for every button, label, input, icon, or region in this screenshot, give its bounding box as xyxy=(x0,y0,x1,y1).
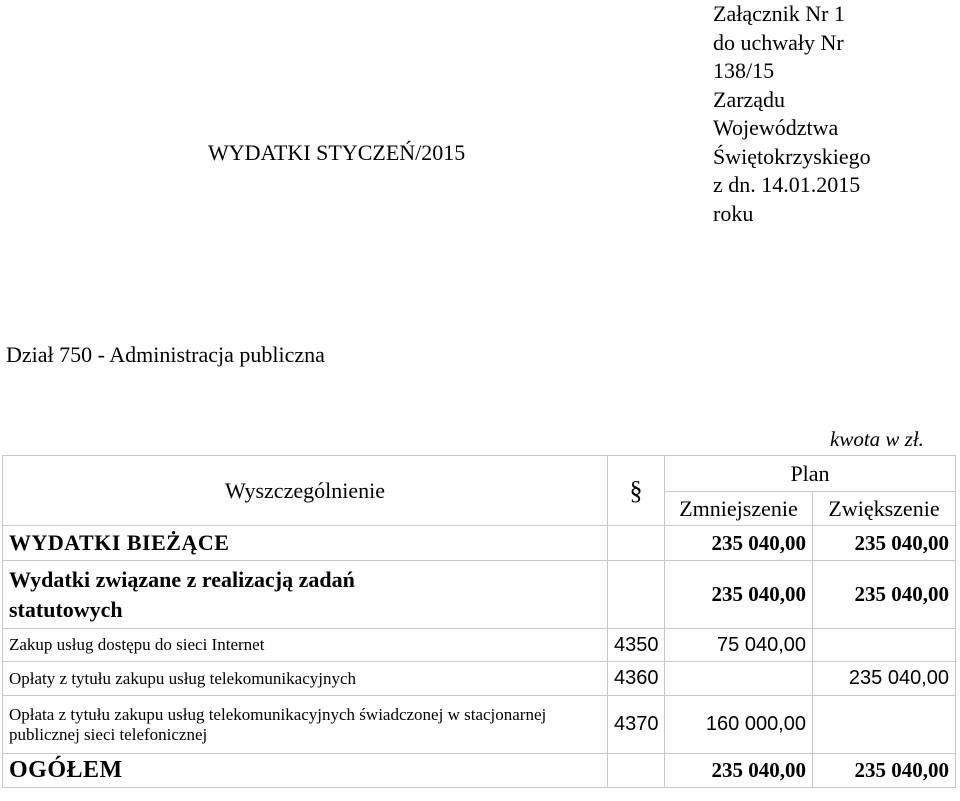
total-row xyxy=(3,754,956,788)
row-increase: 235 040,00 xyxy=(813,662,956,696)
current-expenses-increase: 235 040,00 xyxy=(813,526,956,561)
row-label-text: Opłata z tytułu zakupu usług telekomunikacyjnych świadczonej w stacjonarnej publicznej sieci telefonicznej xyxy=(9,704,547,744)
row-code: 4370 xyxy=(608,696,665,754)
row-decrease: 160 000,00 xyxy=(665,696,813,754)
statutory-label xyxy=(3,561,608,629)
annex-line: Świętokrzyskiego xyxy=(713,143,871,169)
table-header-row xyxy=(3,456,956,492)
statutory-label-text: Wydatki związane z realizacją zadań statutowych xyxy=(9,566,355,622)
table-row xyxy=(3,696,956,754)
statutory-increase: 235 040,00 xyxy=(813,561,956,629)
header-increase: Zwiększenie xyxy=(813,492,956,526)
current-expenses-decrease: 235 040,00 xyxy=(665,526,813,561)
annex-line: roku xyxy=(713,200,754,226)
annex-line: z dn. 14.01.2015 xyxy=(713,172,861,197)
total-increase: 235 040,00 xyxy=(813,754,956,788)
row-label: Zakup usług dostępu do sieci Internet xyxy=(3,629,608,662)
unit-note: kwota w zł. xyxy=(830,427,924,451)
row-decrease: 75 040,00 xyxy=(665,629,813,662)
annex-line: Załącznik Nr 1 xyxy=(713,1,845,26)
total-code xyxy=(608,754,665,788)
statutory-row xyxy=(3,561,956,629)
statutory-code xyxy=(608,561,665,629)
total-decrease: 235 040,00 xyxy=(665,754,813,788)
current-expenses-label: WYDATKI BIEŻĄCE xyxy=(3,526,608,561)
table-row xyxy=(3,629,956,662)
header-paragraph-symbol: § xyxy=(608,456,665,526)
row-increase xyxy=(813,629,956,662)
row-label: Opłaty z tytułu zakupu usług telekomunikacyjnych xyxy=(3,662,608,696)
statutory-decrease: 235 040,00 xyxy=(665,561,813,629)
header-description: Wyszczególnienie xyxy=(3,456,608,526)
header-plan: Plan xyxy=(665,456,956,492)
total-label: OGÓŁEM xyxy=(3,754,608,788)
current-expenses-code xyxy=(608,526,665,561)
header-decrease: Zmniejszenie xyxy=(665,492,813,526)
current-expenses-row xyxy=(3,526,956,561)
section-title: Dział 750 - Administracja publiczna xyxy=(6,342,325,367)
table-row xyxy=(3,662,956,696)
annex-line: do uchwały Nr xyxy=(713,29,844,55)
budget-table xyxy=(2,455,956,788)
annex-note xyxy=(713,0,871,228)
row-code: 4360 xyxy=(608,662,665,696)
annex-line: Zarządu xyxy=(713,86,786,112)
row-increase xyxy=(813,696,956,754)
row-code: 4350 xyxy=(608,629,665,662)
annex-line: Województwa xyxy=(713,115,839,140)
row-label xyxy=(3,696,608,754)
row-decrease xyxy=(665,662,813,696)
annex-line: 138/15 xyxy=(713,58,775,83)
document-title: WYDATKI STYCZEŃ/2015 xyxy=(208,140,466,165)
